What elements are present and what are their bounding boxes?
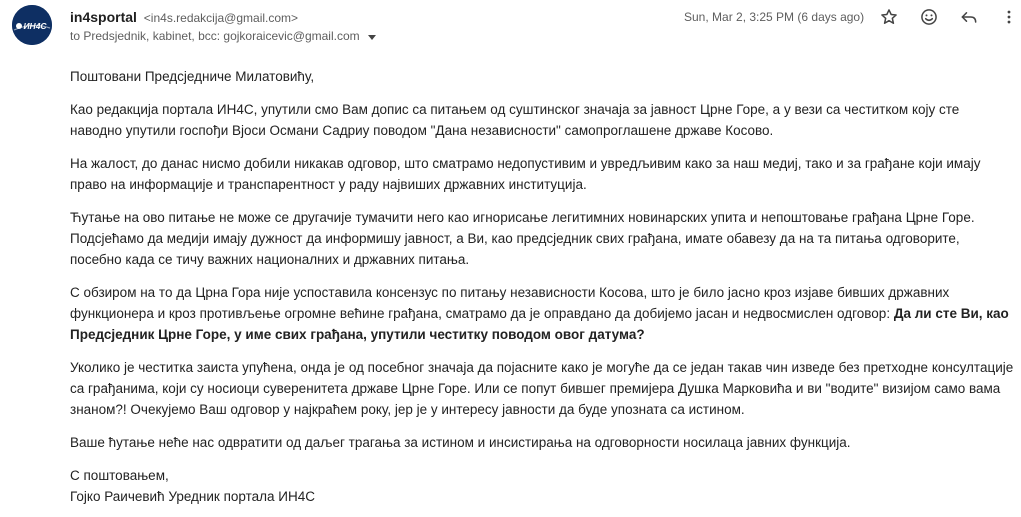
more-vert-icon bbox=[999, 7, 1019, 27]
recipients-line bbox=[70, 29, 376, 43]
recipients-text: to Predsjednik, kabinet, bcc: gojkoraicevic@gmail.com bbox=[70, 29, 360, 43]
reply-icon bbox=[959, 7, 979, 27]
sender-email: <in4s.redakcija@gmail.com> bbox=[143, 11, 299, 25]
paragraph-4-text: С обзиром на то да Црна Гора није успоставила консензус по питању независности Косова, што је било јасно кроз изјаве бивших државних функционера и кроз противљење огромне већине грађана, сматрамо да је оправдано да добијемо јасан и недвосмислен одговор: bbox=[70, 285, 950, 321]
signature-text: Гојко Раичевић Уредник портала ИН4С bbox=[70, 489, 315, 504]
sender-line bbox=[70, 9, 298, 25]
avatar-logo-text: ИН4С bbox=[23, 21, 47, 31]
paragraph-4-question: Да ли сте Ви, као Предсједник Црне Горе, у име свих грађана, упутили честитку поводом овог датума? bbox=[70, 306, 1009, 342]
reply-button[interactable] bbox=[957, 5, 981, 29]
email-paragraph-4 bbox=[70, 282, 1015, 345]
email-closing bbox=[70, 465, 1015, 507]
email-date: Sun, Mar 2, 3:25 PM (6 days ago) bbox=[684, 10, 865, 24]
email-paragraph-2: На жалост, до данас нисмо добили никакав одговор, што сматрамо недопустивим и увредљивим како за наш медиј, тако и за грађане који имају право на информације и транспарентност у раду највиших државних институција. bbox=[70, 156, 981, 192]
star-icon bbox=[879, 7, 899, 27]
email-body bbox=[70, 66, 1015, 507]
emoji-icon bbox=[919, 7, 939, 27]
sender-name[interactable]: in4sportal bbox=[70, 9, 137, 25]
star-button[interactable] bbox=[877, 5, 901, 29]
email-greeting: Поштовани Предсједниче Милатовићу, bbox=[70, 69, 315, 84]
show-details-chevron-down-icon[interactable] bbox=[368, 35, 376, 40]
more-options-button[interactable] bbox=[997, 5, 1021, 29]
email-paragraph-6: Ваше ћутање неће нас одвратити од даљег трагања за истином и инсистирања на одговорности носилаца јавних функција. bbox=[70, 435, 851, 450]
email-paragraph-3: Ћутање на ово питање не може се другачије тумачити него као игнорисање легитимних новинарских упита и непоштовање грађана Црне Горе. Подсјећамо да медији имају дужност да информишу јавност, а Ви, као предсједник свих грађана, имате обавезу да на та питања одговорите, посебно када се тичу важних националних и државних питања. bbox=[70, 210, 975, 267]
sender-avatar[interactable] bbox=[12, 5, 52, 45]
add-reaction-button[interactable] bbox=[917, 5, 941, 29]
email-paragraph-1: Као редакција портала ИН4С, упутили смо Вам допис са питањем од суштинског значаја за јавност Црне Горе, а у вези са честитком коју сте наводно упутили госпођи Вјоси Османи Садриу поводом "Дана независности" самопроглашене државе Косово. bbox=[70, 102, 960, 138]
email-header bbox=[0, 0, 1021, 56]
email-paragraph-5: Уколико је честитка заиста упућена, онда је од посебног значаја да појасните како је могуће да се један такав чин изведе без претходне консултације са грађанима, који су носиоци суверенитета државе Црне Горе. Или се попут бившег премијера Душка Марковића и ви "водите" визијом само вама знаном?! Очекујемо Ваш одговор у најкраћем року, јер је у интересу јавности да буде упозната са истином. bbox=[70, 360, 1014, 417]
closing-text: С поштовањем, bbox=[70, 468, 169, 483]
